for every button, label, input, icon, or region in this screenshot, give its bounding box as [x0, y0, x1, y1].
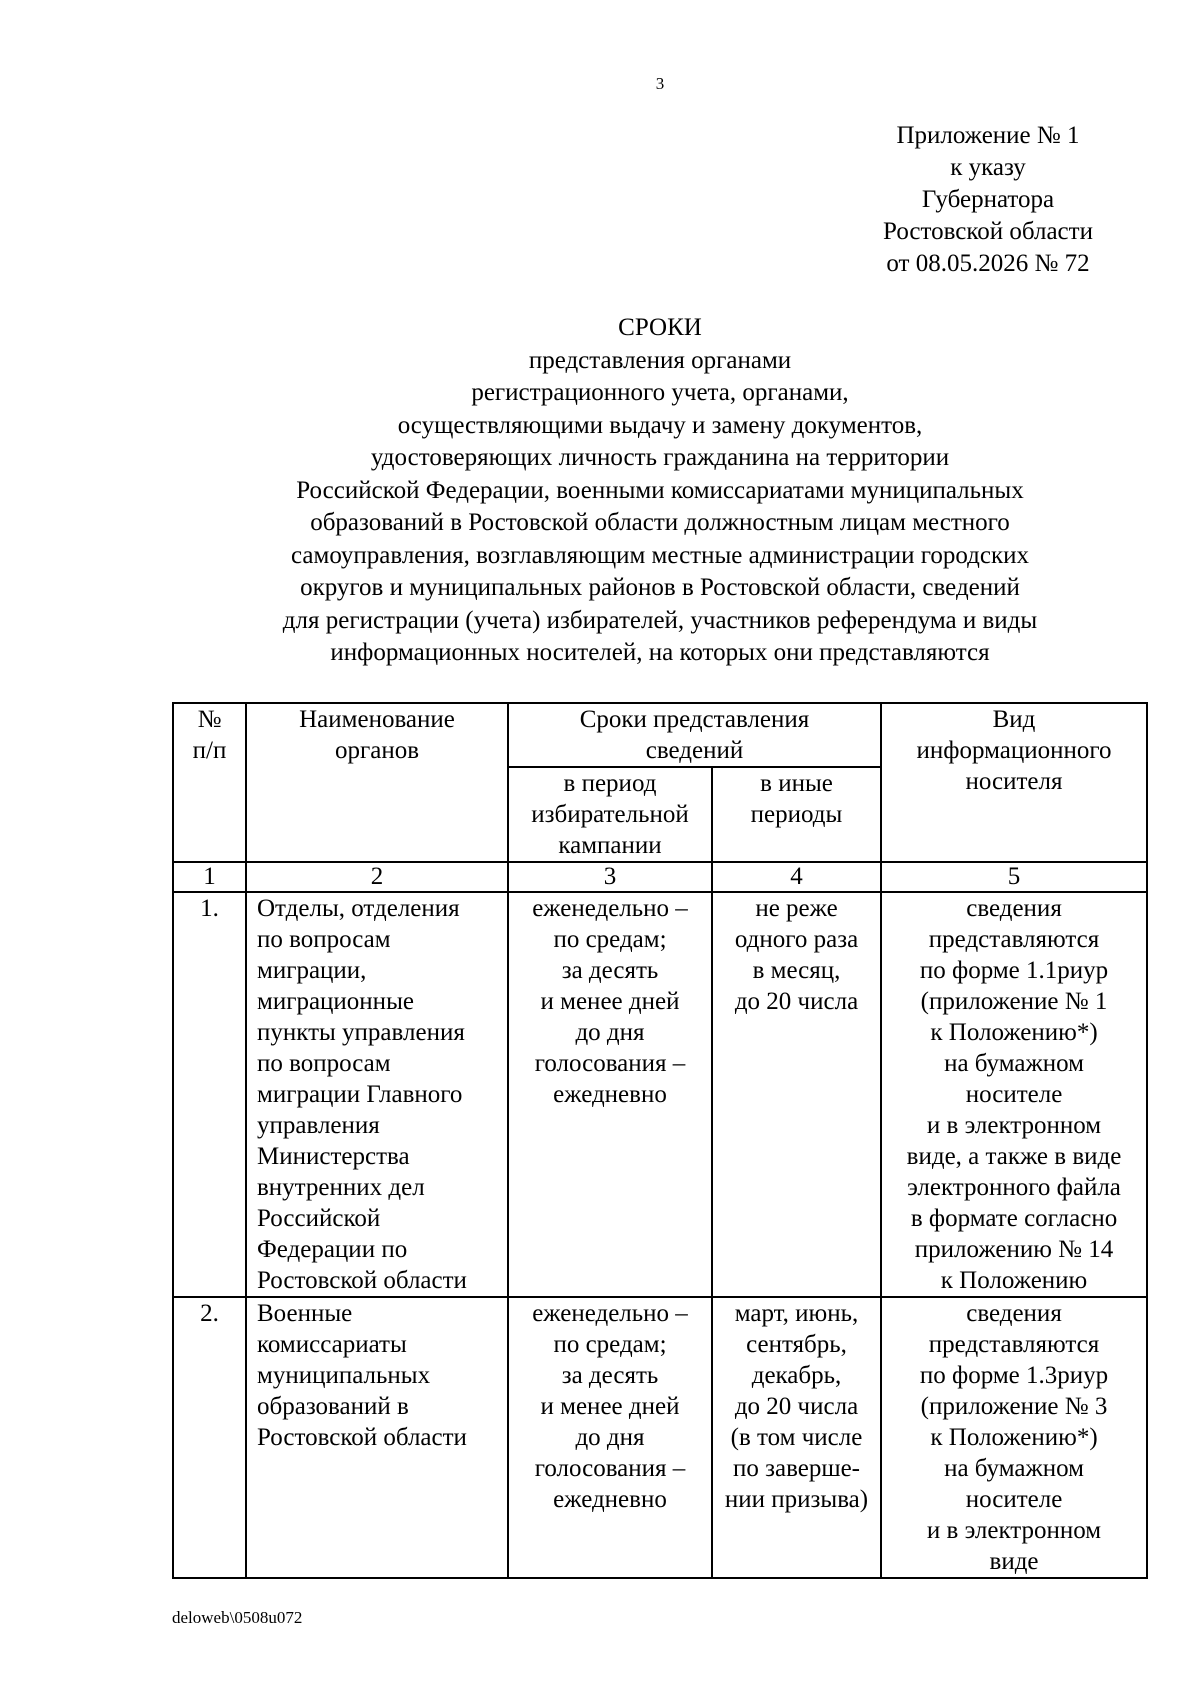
row-number: 1.: [173, 892, 246, 1297]
header-num: № п/п: [173, 703, 246, 862]
title-line: самоуправления, возглавляющим местные администрации городских: [291, 541, 1029, 569]
table-row: [173, 892, 1147, 1297]
column-number: 4: [712, 862, 881, 892]
table-header-row: [173, 703, 1147, 767]
header-name: Наименование органов: [246, 703, 508, 862]
title-line: округов и муниципальных районов в Ростовской области, сведений: [300, 574, 1020, 601]
row-medium: сведения представляются по форме 1.1риур (приложение № 1 к Положению*) на бумажном носителе и в электронном виде, а также в виде электронного файла в формате согласно приложению № 14 к Положению: [881, 892, 1147, 1297]
appendix-header: [838, 120, 1138, 280]
title-line: информационных носителей, на которых они представляются: [330, 639, 990, 666]
row-campaign-terms: еженедельно – по средам; за десять и менее дней до дня голосования – ежедневно: [508, 892, 712, 1297]
document-title: [160, 312, 1160, 670]
column-number: 2: [246, 862, 508, 892]
row-campaign-terms: еженедельно – по средам; за десять и менее дней до дня голосования – ежедневно: [508, 1297, 712, 1578]
appendix-line: Приложение № 1: [896, 122, 1080, 149]
header-terms: Сроки представления сведений: [508, 703, 881, 767]
title-line: регистрационного учета, органами,: [471, 379, 849, 406]
title-heading: СРОКИ: [618, 314, 702, 341]
appendix-line: Губернатора: [921, 186, 1055, 213]
header-terms-campaign: в период избирательной кампании: [508, 767, 712, 862]
header-medium: Вид информационного носителя: [881, 703, 1147, 862]
row-number: 2.: [173, 1297, 246, 1578]
column-number: 1: [173, 862, 246, 892]
table-row: [173, 1297, 1147, 1578]
title-line: для регистрации (учета) избирателей, участников референдума и виды: [282, 606, 1038, 634]
title-line: образований в Ростовской области должностным лицам местного: [310, 509, 1010, 536]
row-name: Военные комиссариаты муниципальных образований в Ростовской области: [246, 1297, 508, 1578]
row-medium: сведения представляются по форме 1.3риур (приложение № 3 к Положению*) на бумажном носителе и в электронном виде: [881, 1297, 1147, 1578]
title-line: удостоверяющих личность гражданина на территории: [370, 444, 950, 471]
appendix-line: Ростовской области: [883, 218, 1093, 245]
title-line: представления органами: [528, 346, 792, 374]
document-footer-code: deloweb\0508u072: [172, 1608, 303, 1627]
appendix-line: от 08.05.2026 № 72: [886, 250, 1090, 277]
title-line: осуществляющими выдачу и замену документов,: [397, 411, 923, 439]
title-line: Российской Федерации, военными комиссариатами муниципальных: [296, 476, 1024, 504]
column-number: 5: [881, 862, 1147, 892]
row-other-terms: март, июнь, сентябрь, декабрь, до 20 числа (в том числе по заверше- нии призыва): [712, 1297, 881, 1578]
column-number: 3: [508, 862, 712, 892]
header-terms-other: в иные периоды: [712, 767, 881, 862]
column-number-row: [173, 862, 1147, 892]
row-name: Отделы, отделения по вопросам миграции, миграционные пункты управления по вопросам миграции Главного управления Министерства внутренних дел Российской Федерации по Ростовской области: [246, 892, 508, 1297]
page-number: 3: [655, 74, 665, 93]
appendix-line: к указу: [950, 154, 1026, 181]
row-other-terms: не реже одного раза в месяц, до 20 числа: [712, 892, 881, 1297]
terms-table: [172, 702, 1148, 1579]
